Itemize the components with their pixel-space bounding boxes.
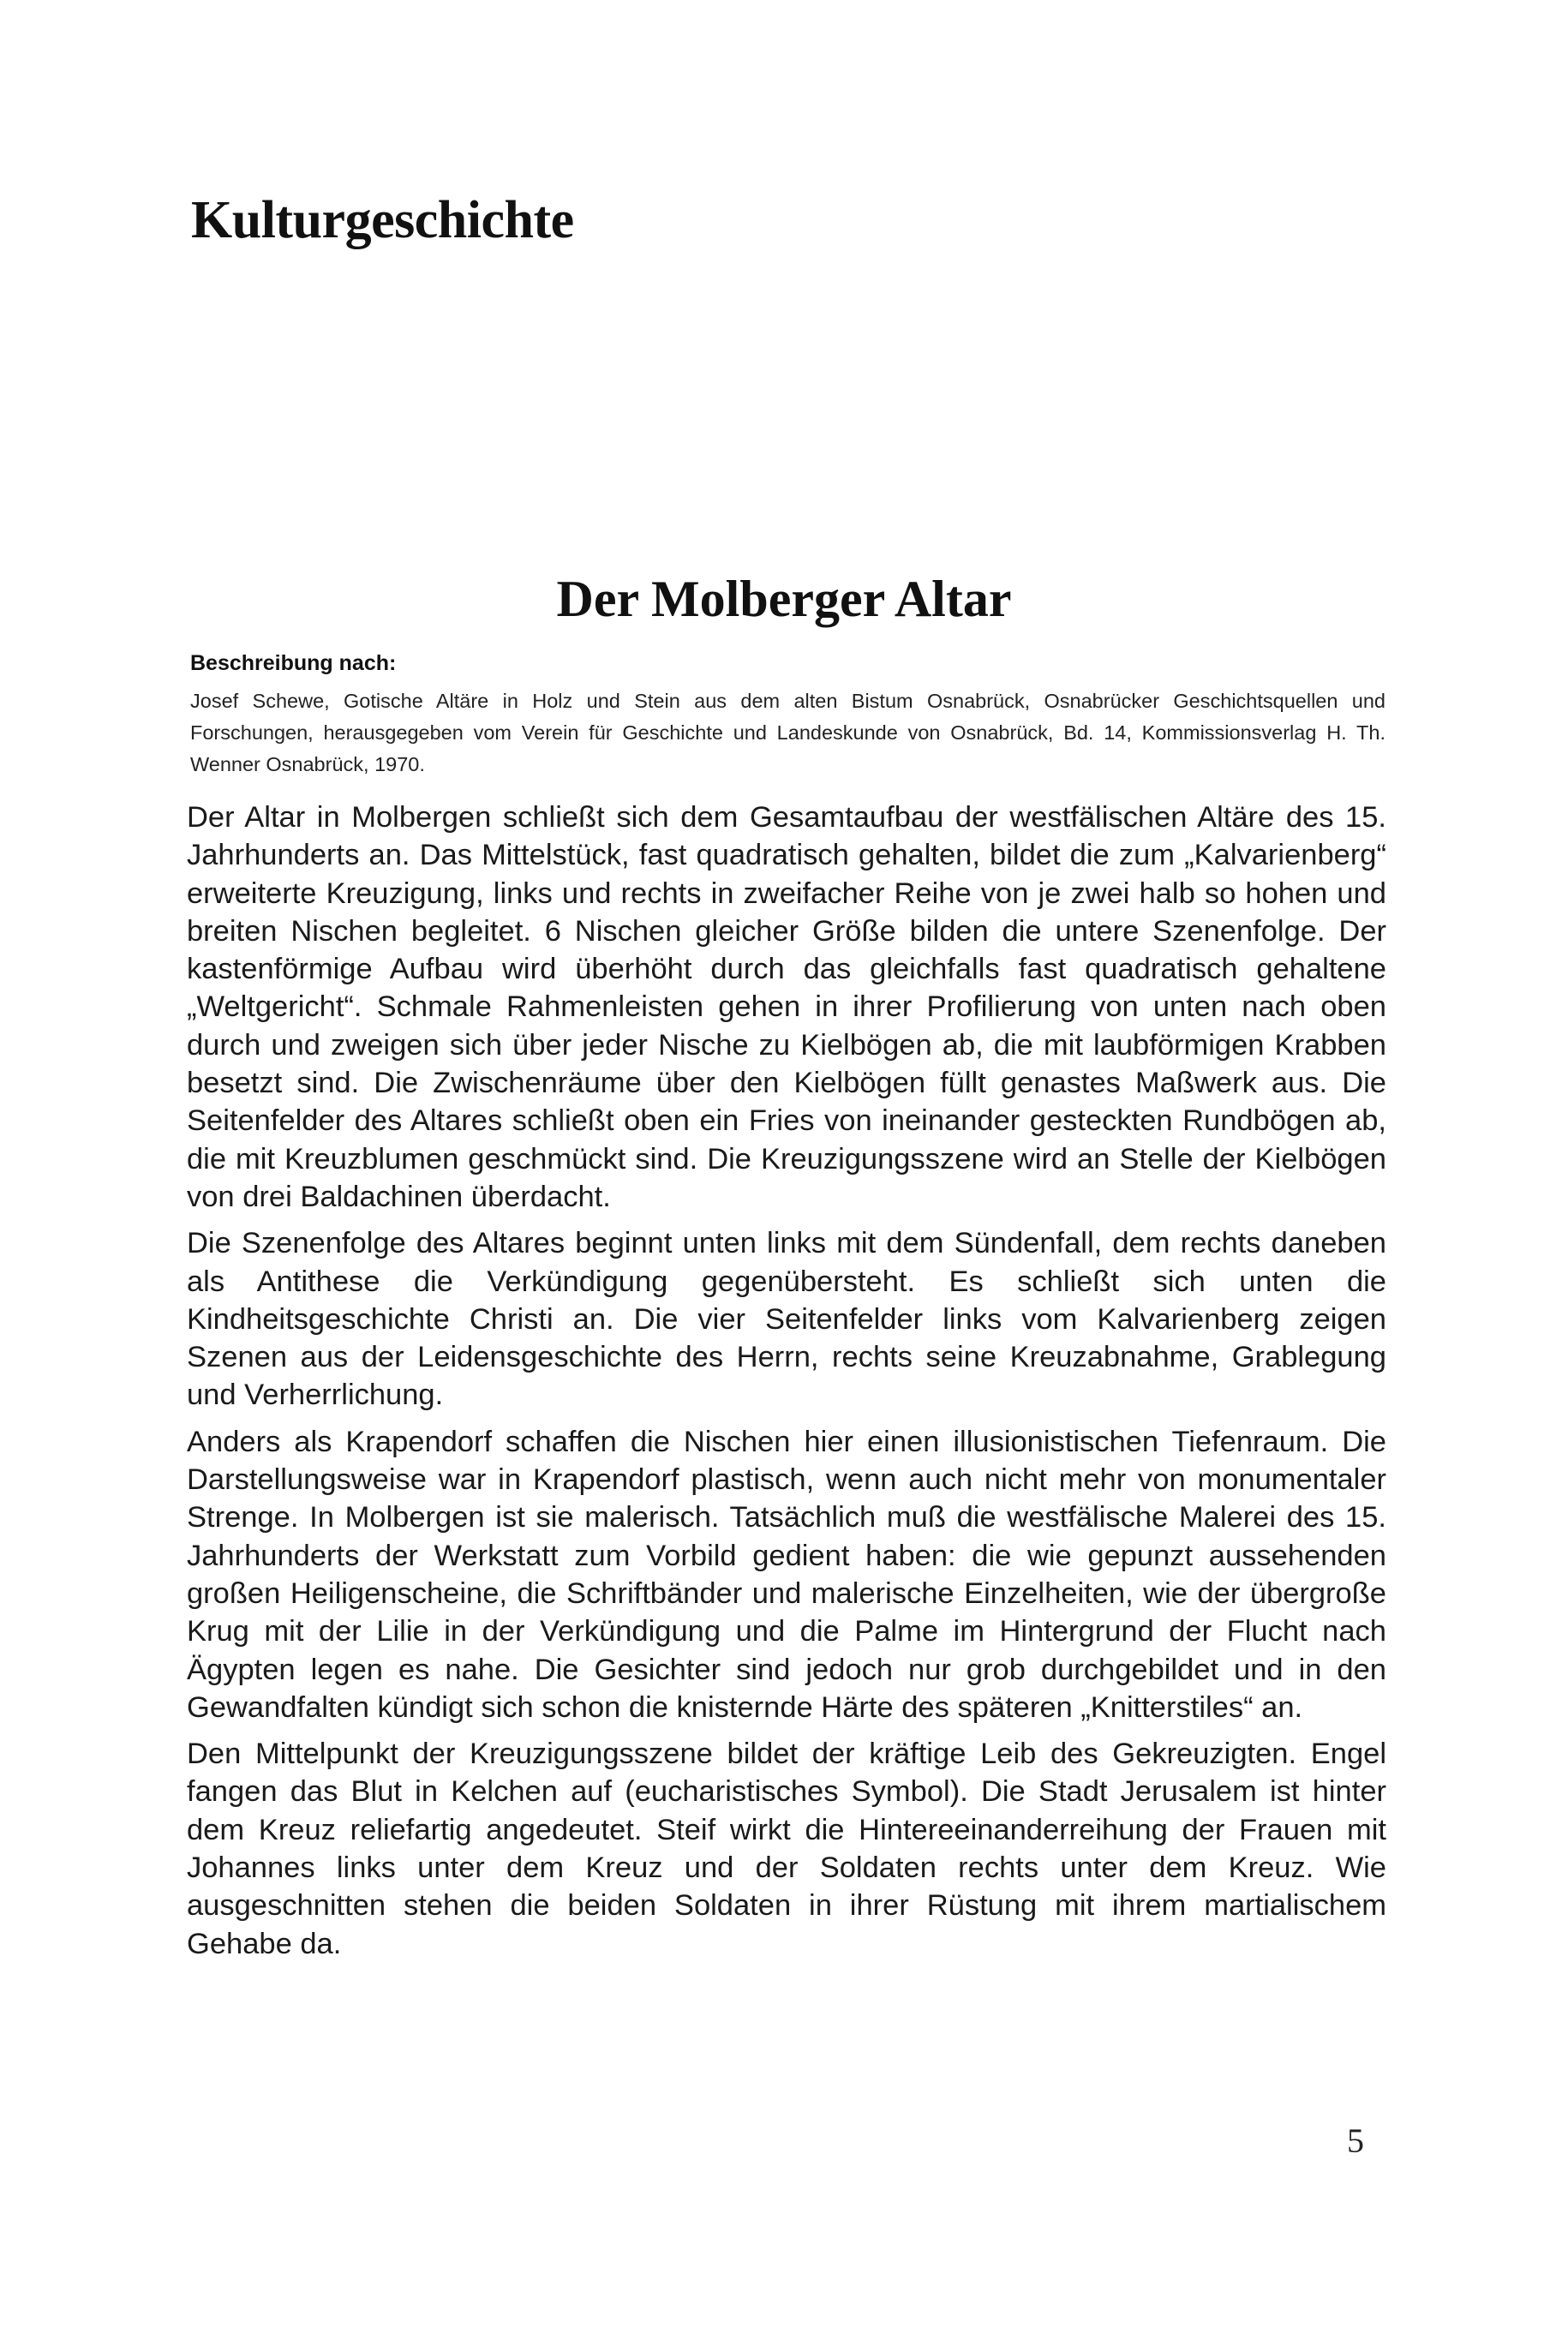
source-reference: Josef Schewe, Gotische Altäre in Holz und Stein aus dem alten Bistum Osnabrück, Osnabrücker Geschichtsquellen und Forschungen, herausgegeben vom Verein für Geschichte und Landeskunde von Osnabrück, Bd. 14, Kommissionsverlag H. Th. Wenner Osnabrück, 1970.	[190, 690, 1385, 775]
article-title: Der Molberger Altar	[556, 571, 1012, 627]
section-title: Kulturgeschichte	[191, 191, 574, 249]
source-citation	[190, 648, 1385, 781]
paragraph-scene-sequence: Die Szenenfolge des Altares beginnt unten links mit dem Sündenfall, dem rechts daneben als Antithese die Verkündigung gegenübersteht. Es schließt sich unten die Kindheitsgeschichte Christi an. Die vier Seitenfelder links vom Kalvarienberg zeigen Szenen aus der Leidensgeschichte des Herrn, rechts seine Kreuzabnahme, Grablegung und Verherrlichung.	[187, 1227, 1386, 1412]
article-body	[187, 799, 1386, 1971]
paragraph-altar-structure: Der Altar in Molbergen schließt sich dem Gesamtaufbau der westfälischen Altäre des 15. Jahrhunderts an. Das Mittelstück, fast quadratisch gehalten, bildet die zum „Kalvarienberg“ erweiterte Kreuzigung, links und rechts in zweifacher Reihe von je zwei halb so hohen und breiten Nischen begleitet. 6 Nischen gleicher Größe bilden die untere Szenenfolge. Der kastenförmige Aufbau wird überhöht durch das gleichfalls fast quadratisch gehaltene „Weltgericht“. Schmale Rahmenleisten gehen in ihrer Profilierung von unten nach oben durch und zweigen sich über jeder Nische zu Kielbögen ab, die mit laubförmigen Krabben besetzt sind. Die Zwischenräume über den Kielbögen füllt genastes Maßwerk aus. Die Seitenfelder des Altares schließt oben ein Fries von ineinander gesteckten Rundbögen ab, die mit Kreuzblumen geschmückt sind. Die Kreuzigungsszene wird an Stelle der Kielbögen von drei Baldachinen überdacht.	[187, 801, 1386, 1213]
source-label: Beschreibung nach:	[190, 651, 397, 675]
paragraph-crucifixion-scene: Den Mittelpunkt der Kreuzigungsszene bildet der kräftige Leib des Gekreuzigten. Engel fangen das Blut in Kelchen auf (eucharistisches Symbol). Die Stadt Jerusalem ist hinter dem Kreuz reliefartig angedeutet. Steif wirkt die Hintereeinanderreihung der Frauen mit Johannes links unter dem Kreuz und der Soldaten rechts unter dem Kreuz. Wie ausgeschnitten stehen die beiden Soldaten in ihrer Rüstung mit ihrem martialischem Gehabe da.	[187, 1738, 1386, 1960]
page-number: 5	[1347, 2121, 1364, 2160]
paragraph-style-comparison: Anders als Krapendorf schaffen die Nischen hier einen illusionistischen Tiefenraum. Die Darstellungsweise war in Krapendorf plastisch, wenn auch nicht mehr von monumentaler Strenge. In Molbergen ist sie malerisch. Tatsächlich muß die westfälische Malerei des 15. Jahrhunderts der Werkstatt zum Vorbild gedient haben: die wie gepunzt aussehenden großen Heiligenscheine, die Schriftbänder und malerische Einzelheiten, wie der übergroße Krug mit der Lilie in der Verkündigung und die Palme im Hintergrund der Flucht nach Ägypten legen es nahe. Die Gesichter sind jedoch nur grob durchgebildet und in den Gewandfalten kündigt sich schon die knisternde Härte des späteren „Knitterstiles“ an.	[187, 1425, 1386, 1724]
